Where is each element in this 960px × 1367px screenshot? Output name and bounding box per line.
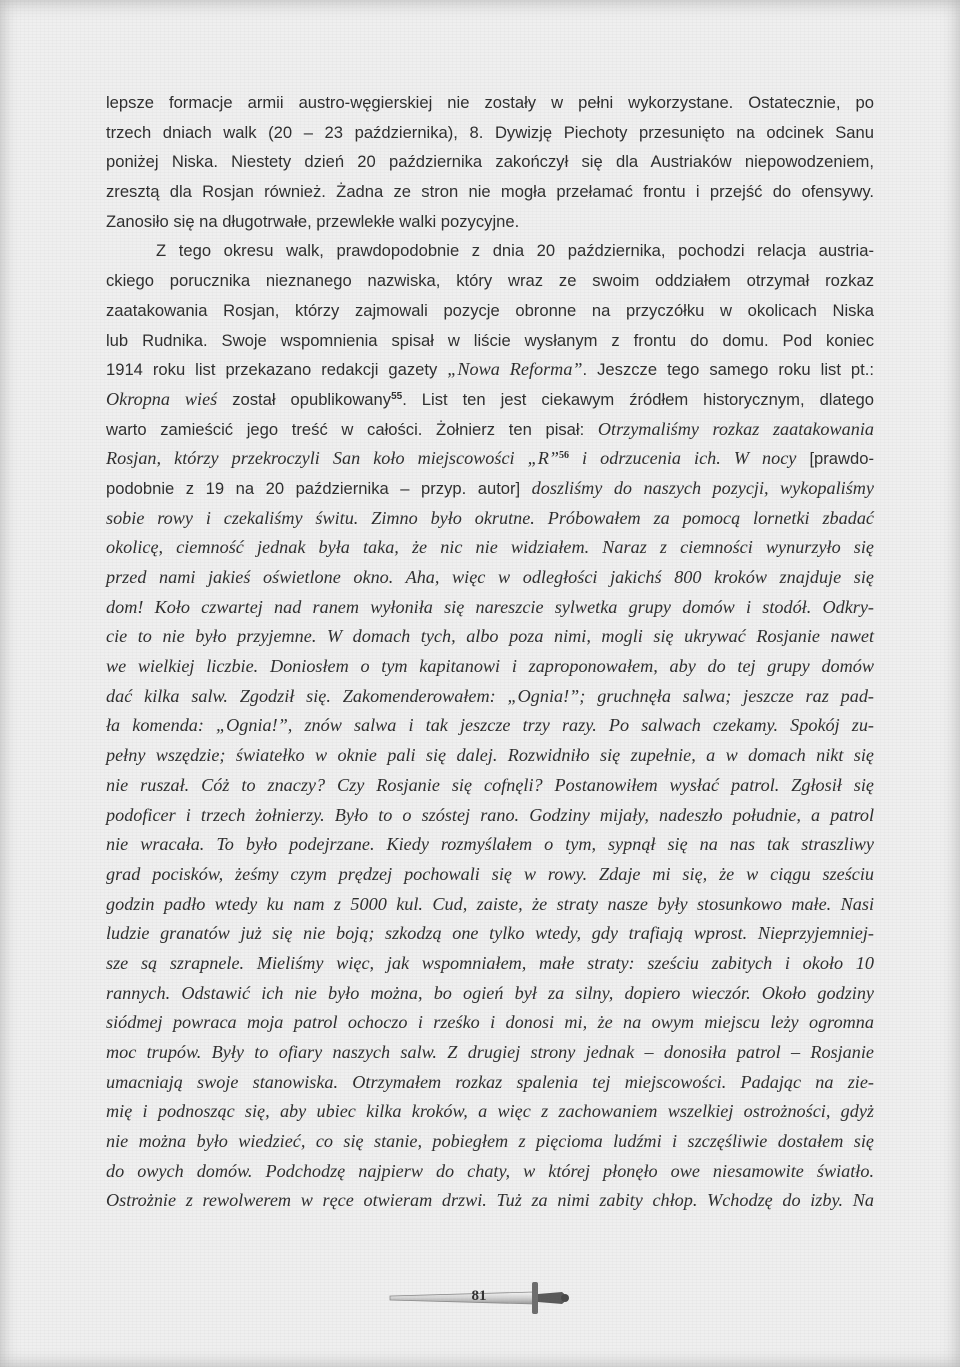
text-run: 1914 roku list przekazano redakcji gazety <box>106 360 448 380</box>
text-line <box>106 385 874 415</box>
article-title: Okropna wieś <box>106 388 218 409</box>
quote-run: Otrzymaliśmy rozkaz zaatakowania <box>597 418 874 439</box>
quote-line: ludzie granatów już się nie boją; szkodzą one tylko wtedy, gdy trafiają wprost. Nieprzyjemniej- <box>106 923 874 944</box>
text-line: zresztą dla Rosjan również. Żadna ze stron nie mogła przełamać frontu i przejść do ofensywy. <box>106 182 874 202</box>
quote-line: dać kilka salw. Zgodził się. Zakomenderowałem: „Ognia!”; gruchnęła salwa; jeszcze raz pad- <box>106 685 874 706</box>
dagger-ornament-icon <box>384 1270 574 1340</box>
quote-line: cie to nie było przyjemne. W domach tych, albo poza nimi, mogli się ukrywać Rosjanie nawet <box>106 626 874 647</box>
text-line: lub Rudnika. Swoje wspomnienia spisał w liście wysłanym z frontu do domu. Pod koniec <box>106 330 874 350</box>
quote-line: pełny wszędzie; światełko w oknie pali się dalej. Rozwidniło się zupełnie, a w domach nikt się <box>106 745 874 766</box>
text-run: [prawdo- <box>809 449 874 469</box>
text-line: Z tego okresu walk, prawdopodobnie z dnia 20 października, pochodzi relacja austria- <box>156 241 874 261</box>
quote-line: dom! Koło czwartej nad ranem wyłoniła się nareszcie sylwetka grupy domów i stodół. Odkry- <box>106 596 874 617</box>
quote-line: moc trupów. Były to ofiary naszych salw. Z drugiej strony jednak – donosiła patrol – Rosjanie <box>106 1042 874 1062</box>
text-run: warto zamieścić jego treść w całości. Żołnierz ten pisał: <box>106 419 598 439</box>
paragraph-1 <box>106 88 874 236</box>
quote-line: umacniają swoje stanowiska. Otrzymałem rozkaz spalenia tej miejscowości. Padając na zie- <box>106 1071 874 1092</box>
text-line: poniżej Niska. Niestety dzień 20 października zakończył się dla Austriaków niepowodzeniem, <box>106 152 874 172</box>
quote-line: okolicę, ciemność jednak była taka, że nic nie widziałem. Naraz z ciemności wynurzyło się <box>106 537 874 558</box>
page-footer <box>384 1270 574 1340</box>
quote-block <box>106 504 874 1217</box>
newspaper-title: „Nowa Reforma” <box>447 359 583 380</box>
quote-line: sze są szrapnele. Mieliśmy więc, jak wspomniałem, małe straty: sześciu zabitych i około 10 <box>106 952 874 973</box>
text-run: podobnie z 19 na 20 października – przyp. autor] <box>106 478 521 498</box>
quote-line: grad pocisków, żeśmy czym prędzej pochowali się w rowy. Zdaje mi się, że w ciągu sześciu <box>106 863 874 884</box>
quote-line: przed nami jakieś oświetlone okno. Aha, więc w odległości jakichś 800 kroków znajduje się <box>106 567 874 587</box>
text-run: został opublikowany <box>217 389 392 409</box>
text-line <box>106 444 874 474</box>
quote-line: rannych. Odstawić ich nie było można, bo ogień był za silny, dopiero wieczór. Około godziny <box>106 982 874 1003</box>
text-line: trzech dniach walk (20 – 23 października), 8. Dywizję Piechoty przesunięto na odcinek Sanu <box>106 122 874 142</box>
quote-run: doszliśmy do naszych pozycji, wykopaliśmy <box>520 477 874 498</box>
body-text <box>106 88 874 1216</box>
quote-line: ła komenda: „Ognia!”, znów salwa i tak jeszcze trzy razy. Po salwach czekamy. Spokój zu- <box>106 715 874 736</box>
quote-line: nie można było wiedzieć, co się stanie, pobiegłem z pięcioma ludźmi i szczęśliwie dostałem się <box>106 1131 874 1152</box>
quote-line: siódmej powraca moja patrol ochoczo i rześko i donosi mi, że na owym miejscu leży ogromna <box>106 1012 874 1033</box>
text-line <box>106 474 874 504</box>
quote-line: podoficer i trzech żołnierzy. Było to o szóstej rano. Godziny mijały, nadeszło południe, a patrol <box>106 804 874 825</box>
quote-line: mię i podnosząc się, aby ubiec kilka kroków, a więc z zachowaniem wszelkiej ostrożności, gdyż <box>106 1101 874 1122</box>
text-run: . List ten jest ciekawym źródłem historycznym, dlatego <box>402 389 875 409</box>
quote-line: nie wracała. To było podejrzane. Kiedy rozmyślałem o tym, sypnął się na nas tak straszliwy <box>106 834 874 855</box>
quote-line: we wielkiej liczbie. Doniosłem o tym kapitanowi i zaproponowałem, aby do tej grupy domów <box>106 656 874 677</box>
text-line: Zanosiło się na długotrwałe, przewlekłe walki pozycyjne. <box>106 211 520 231</box>
quote-run: Rosjan, którzy przekroczyli San koło miejscowości „R” <box>106 448 559 469</box>
text-line <box>106 415 874 445</box>
text-line: zaatakowania Rosjan, którzy zajmowali pozycje obronne na przyczółku w okolicach Niska <box>106 300 874 320</box>
text-run: . Jeszcze tego samego roku list pt.: <box>582 360 874 380</box>
quote-line: Ostrożnie z rewolwerem w ręce otwieram drzwi. Tuż za nimi zabity chłop. Wchodzę do izby. Na <box>106 1190 874 1211</box>
quote-line: sobie rowy i czekaliśmy świtu. Zimno było okrutne. Próbowałem za pomocą lornetki zbadać <box>106 507 874 528</box>
paragraph-2 <box>106 236 874 1216</box>
text-line: ckiego porucznika nieznanego nazwiska, który wraz ze swoim oddziałem otrzymał rozkaz <box>106 271 874 291</box>
text-line <box>106 355 874 385</box>
quote-line: godzin padło wtedy ku nam z 5000 kul. Cud, zaiste, że straty nasze były stosunkowo małe. Nasi <box>106 893 874 914</box>
footnote-ref-55: 55 <box>391 390 403 402</box>
footnote-ref-56: 56 <box>558 450 569 462</box>
text-line: lepsze formacje armii austro-węgierskiej nie zostały w pełni wykorzystane. Ostatecznie, po <box>106 93 874 112</box>
page-number: 81 <box>471 1288 487 1304</box>
quote-line: nie ruszał. Cóż to znaczy? Czy Rosjanie się cofnęli? Postanowiłem wysłać patrol. Zgłosił się <box>106 774 874 795</box>
quote-line: do owych domów. Podchodzę najpierw do chaty, w której płonęło owe niesamowite światło. <box>106 1160 874 1181</box>
quote-run: i odrzucenia ich. W nocy <box>568 448 810 469</box>
